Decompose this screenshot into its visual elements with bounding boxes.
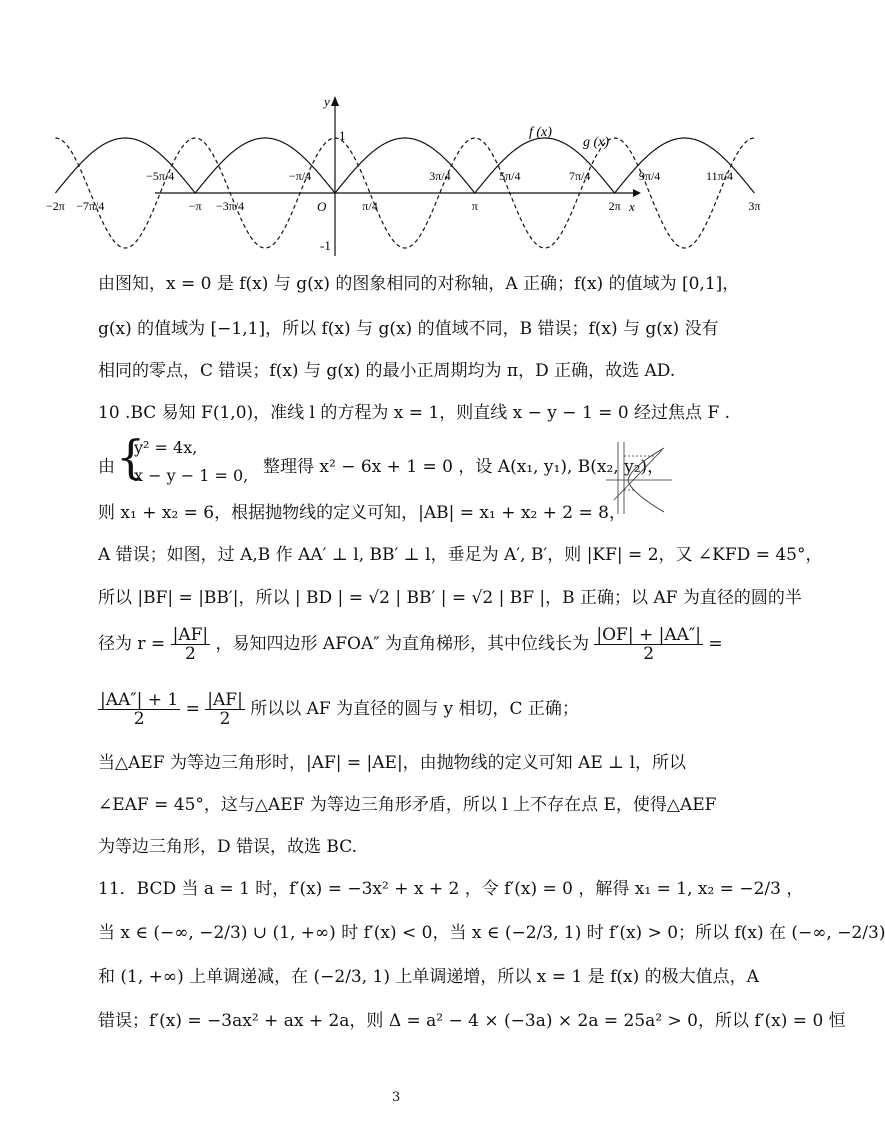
- tick-label: −π: [188, 199, 202, 213]
- midline-fraction: $\frac{|OF| + |AA''|}{2}$: [596, 625, 701, 664]
- text-line-15: 错误；f′(x) = −3ax² + ax + 2a，则 Δ = a² − 4 × (−3a) × 2a = 25a² > 0，所以 f′(x) = 0 恒: [98, 1011, 846, 1031]
- y-axis-arrow-icon: [331, 96, 339, 106]
- text-line-14: 和 (1, +∞) 上单调递减，在 (−2/3, 1) 上单调递增，所以 x = 1 是 f(x) 的极大值点，A: [98, 967, 759, 987]
- radius-post: =: [708, 634, 723, 654]
- text-line-7: 所以 |BF| = |BB′|，所以 | BD | = √2 | BB′ | = √2 | BF |，B 正确；以 AF 为直径的圆的半: [98, 588, 802, 608]
- text-line-12: 11．BCD 当 a = 1 时，f′(x) = −3x² + x + 2 ，令 f′(x) = 0 ，解得 x₁ = 1, x₂ = −2/3 ，: [98, 879, 804, 899]
- tick-label: 3π/4: [429, 169, 451, 183]
- radius-pre: 径为 r =: [98, 634, 166, 654]
- tick-label: −7π/4: [76, 199, 105, 213]
- tick-labels: [46, 169, 760, 213]
- brace-icon: {: [116, 430, 146, 484]
- text-line-10: ∠EAF = 45°，这与△AEF 为等边三角形矛盾，所以 l 上不存在点 E，使得△AEF: [98, 795, 717, 815]
- text-line-5: 则 x₁ + x₂ = 6，根据抛物线的定义可知，|AB| = x₁ + x₂ + 2 = 8，: [98, 503, 626, 523]
- f-label: f (x): [529, 125, 552, 140]
- tick-label: 9π/4: [638, 169, 661, 183]
- system-eq2: x − y − 1 = 0,: [134, 466, 249, 485]
- text-line-1: 由图知，x = 0 是 f(x) 与 g(x) 的图象相同的对称轴，A 正确；f(x) 的值域为 [0,1]，: [98, 274, 740, 294]
- origin-label: O: [317, 199, 327, 214]
- system-tail: 整理得 x² − 6x + 1 = 0 ，设 A(x₁, y₁), B(x₂, y₂)，: [263, 457, 665, 477]
- tick-label: −π/4: [288, 169, 312, 183]
- tangent-text: 所以以 AF 为直径的圆与 y 相切，C 正确；: [250, 699, 579, 719]
- text-line-6: A 错误；如图，过 A,B 作 AA′ ⊥ l, BB′ ⊥ l，垂足为 A′, B′，则 |KF| = 2，又 ∠KFD = 45°，: [98, 545, 823, 565]
- tangent-eq: =: [185, 699, 200, 719]
- radius-line: [98, 625, 723, 663]
- radius-fraction: $\frac{|AF|}{2}$: [172, 625, 209, 664]
- system-eq1: y² = 4x,: [134, 438, 198, 457]
- y-neg-one-label: -1: [320, 238, 331, 253]
- tick-label: −3π/4: [216, 199, 245, 213]
- text-line-11: 为等边三角形，D 错误，故选 BC.: [98, 837, 358, 857]
- f-curve: [55, 138, 754, 193]
- radius-mid: ，易知四边形 AFOA″ 为直角梯形，其中位线长为: [215, 634, 589, 654]
- text-line-3: 相同的零点，C 错误；f(x) 与 g(x) 的最小正周期均为 π，D 正确，故选 AD.: [98, 361, 676, 381]
- tick-label: 7π/4: [568, 169, 591, 183]
- page-number: 3: [392, 1090, 401, 1105]
- tick-label: 2π: [608, 199, 621, 213]
- equation-system: [98, 430, 665, 492]
- y-axis-label: y: [324, 94, 330, 109]
- tick-label: 11π/4: [706, 169, 733, 183]
- tick-label: π/4: [362, 199, 378, 213]
- text-line-13: 当 x ∈ (−∞, −2/3) ∪ (1, +∞) 时 f′(x) < 0，当 x ∈ (−2/3, 1) 时 f′(x) > 0；所以 f(x) 在 (−∞, −2/3): [98, 923, 885, 943]
- tangent-line: [98, 690, 579, 728]
- tick-label: 3π: [748, 199, 761, 213]
- tick-label: π: [471, 199, 478, 213]
- tick-label: −2π: [45, 199, 65, 213]
- x-axis-label: x: [629, 199, 635, 214]
- text-line-4: 10 .BC 易知 F(1,0)，准线 l 的方程为 x = 1，则直线 x − y − 1 = 0 经过焦点 F .: [98, 403, 731, 423]
- tangent-fraction-2: $\frac{|AF|}{2}$: [207, 690, 243, 729]
- x-axis-arrow-icon: [633, 189, 641, 197]
- text-line-2: g(x) 的值域为 [−1,1]，所以 f(x) 与 g(x) 的值域不同，B 错误；f(x) 与 g(x) 没有: [98, 319, 719, 339]
- system-lead: 由: [98, 457, 115, 477]
- g-label: g (x): [583, 135, 610, 150]
- text-line-9: 当△AEF 为等边三角形时，|AF| = |AE|，由抛物线的定义可知 AE ⊥ l，所以: [98, 753, 687, 773]
- trig-graph-figure: [45, 92, 761, 257]
- tick-label: 5π/4: [499, 169, 521, 183]
- tick-label: −5π/4: [146, 169, 175, 183]
- y-one-label: 1: [339, 128, 346, 143]
- tangent-fraction-1: $\frac{|AA''| + 1}{2}$: [100, 690, 179, 729]
